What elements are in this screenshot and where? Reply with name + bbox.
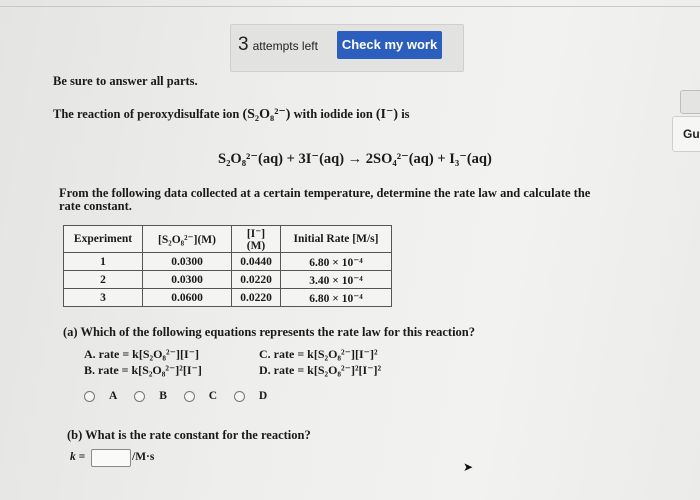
attempts-count: 3 [238,34,249,55]
table-cell: 0.0300 [143,271,232,289]
rate-constant-unit: /M·s [132,451,155,463]
table-cell: 0.0220 [232,271,281,289]
side-guide-tab[interactable]: Gu [672,116,700,152]
radio-option-d[interactable] [234,391,245,402]
table-cell: 3.40 × 10⁻⁴ [281,271,392,289]
radio-label-c: C [208,390,218,402]
intro-text [53,106,410,123]
option-d-text: D. rate = k[S₂O₈²⁻]²[I⁻]² [259,363,382,377]
intro-ion1: (S₂O₈²⁻) [242,107,291,122]
col-header-iodide: [I⁻](M) [232,226,281,253]
rate-constant-input[interactable] [91,449,131,467]
radio-option-c[interactable] [184,391,195,402]
col-header-persulfate: [S₂O₈²⁻](M) [143,226,232,253]
radio-option-a[interactable] [84,391,95,402]
option-b-text: B. rate = k[S₂O₈²⁻]²[I⁻] [84,363,202,377]
k-label: k = [70,451,86,463]
attempts-label: attempts left [252,39,318,53]
reaction-equation: S₂O₈²⁻(aq) + 3I⁻(aq) → 2SO₄²⁻(aq) + I₃⁻(aq) [218,151,492,167]
radio-option-b[interactable] [134,391,145,402]
top-divider [0,6,700,7]
table-cell: 3 [64,289,143,307]
table-cell: 0.0600 [143,289,232,307]
side-toggle[interactable] [680,90,700,114]
table-row [64,253,392,271]
rate-law-radio-group [84,390,281,402]
col-header-experiment: Experiment [64,226,143,253]
part-a-question: (a) Which of the following equations represents the rate law for this reaction? [63,325,476,339]
instructions-text: Be sure to answer all parts. [53,74,198,88]
table-row [64,271,392,289]
table-cell: 2 [64,271,143,289]
table-cell: 0.0220 [232,289,281,307]
table-cell: 6.80 × 10⁻⁴ [281,253,392,271]
part-b-question: (b) What is the rate constant for the reaction? [67,428,311,442]
radio-label-a: A [109,390,118,402]
col-header-rate: Initial Rate [M/s] [281,226,392,253]
radio-label-b: B [159,390,167,402]
option-a-text: A. rate = k[S₂O₈²⁻][I⁻] [84,347,199,361]
table-cell: 0.0440 [232,253,281,271]
table-row [64,289,392,307]
mouse-cursor-icon: ➤ [463,460,474,474]
intro-start: The reaction of peroxydisulfate ion [53,107,240,121]
radio-label-d: D [258,390,268,402]
kinetics-data-table [63,225,392,307]
intro-mid: with iodide ion [293,107,373,121]
table-cell: 6.80 × 10⁻⁴ [281,289,392,307]
prompt-line-2: rate constant. [59,199,132,213]
attempts-indicator [238,34,318,56]
table-header-row [64,226,392,253]
check-my-work-button[interactable]: Check my work [337,31,442,59]
prompt-line-1: From the following data collected at a certain temperature, determine the rate law and calculate the [59,186,591,200]
intro-end: is [401,107,410,121]
table-cell: 0.0300 [143,253,232,271]
table-cell: 1 [64,253,143,271]
intro-ion2: (I⁻) [375,107,399,122]
option-c-text: C. rate = k[S₂O₈²⁻][I⁻]² [259,347,378,361]
